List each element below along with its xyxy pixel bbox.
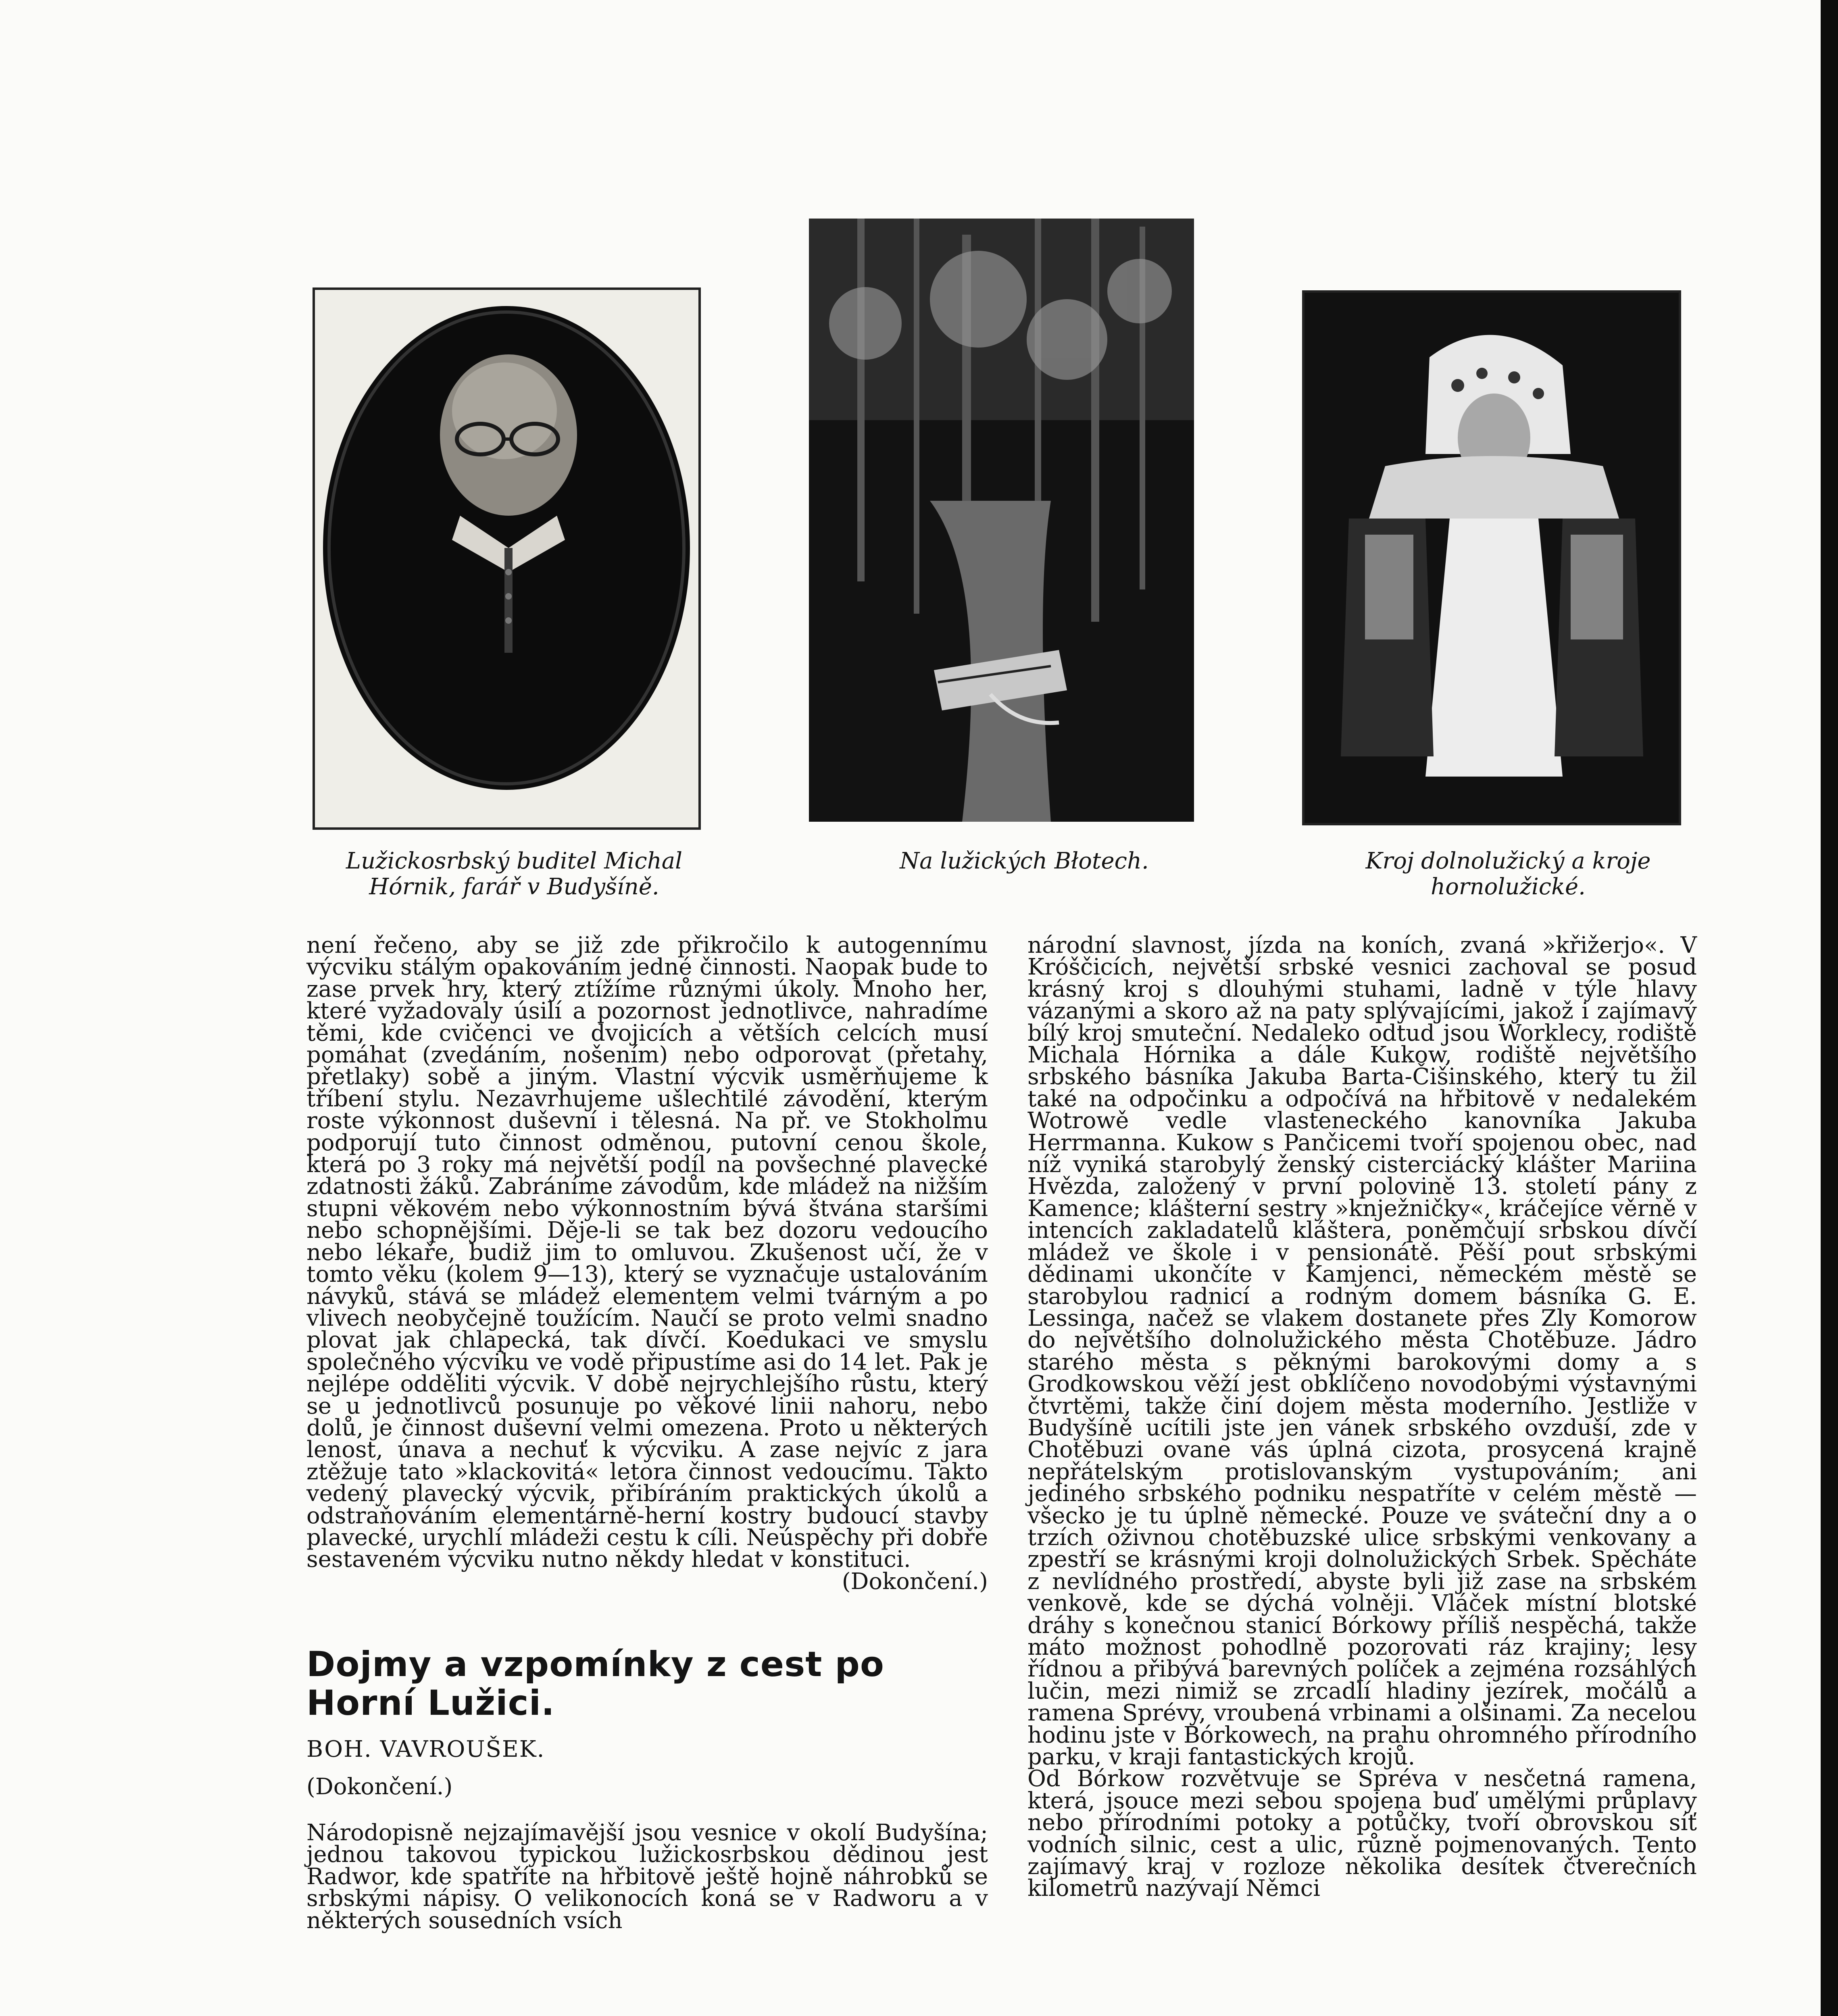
page-edge-shadow: [1821, 0, 1838, 2016]
left-intro-paragraph: není řečeno, aby se již zde přikročilo k autogennímu výcviku stálým opakováním jedné činnosti. Naopak bude to zase prvek hry, který ztížíme různými úkoly. Mnoho her, které vyžadovaly úsilí a pozornost jednotlivce, nahradíme těmi, kde cvičenci ve dvojicích a větších celcích musí pomáhat (zvedáním, nošením) nebo odporovat (přetahy, přetlaky) sobě a jiným. Vlastní výcvik usměrňujeme k tříbení stylu. Nezavrhujeme ušlechtilé závodění, kterým roste výkonnost duševní i tělesná. Na př. ve Stokholmu podporují tuto činnost odměnou, putovní cenou škole, která po 3 roky má největší podíl na povšechné plavecké zdatnosti žáků. Zabráníme závodům, kde mládež na nižším stupni věkovém nebo výkonnostním bývá štvána staršími nebo schopnějšími. Děje-li se tak bez dozoru vedoucího nebo lékaře, budiž jim to omluvou. Zkušenost učí, že v tomto věku (kolem 9—13), který se vyznačuje ustalováním návyků, stává se mládež elementem velmi tvárným a po vlivech neobyčejně toužícím. Naučí se proto velmi snadno plovat jak chlapecká, tak dívčí. Koedukaci ve smyslu společného výcviku ve vodě připustíme asi do 14 let. Pak je nejlépe odděliti výcvik. V době nejrychlejšího růstu, který se u jednotlivců posunuje po věkové linii nahoru, nebo dolů, je činnost duševní velmi omezena. Proto u některých lenost, únava a nechuť k výcviku. A zase nejvíc z jara ztěžuje tato »klackovitá« letora činnost vedoucímu. Takto vedený plavecký výcvik, přibíráním praktických úkolů a odstraňováním elementárně-herní kostry budoucí stavby plavecké, urychlí mládeži cestu k cíli. Neúspěchy při dobře sestaveném výcviku nutno někdy hledat v konstituci.: [306, 932, 988, 1573]
costume-photo: [1302, 290, 1681, 825]
river-photo: [809, 219, 1194, 822]
caption-costume: Kroj dolnolužický a kroje hornolužické.: [1365, 848, 1651, 900]
right-paragraph-1: národní slavnost, jízda na koních, zvaná »křižerjo«. V Króščicích, největší srbské vesnici zachoval se posud krásný kroj s dlouhými stuhami, ladně v týle hlavy vázanými a skoro až na paty splývajícími, jakož i zajímavý bílý kroj smuteční. Nedaleko odtud jsou Worklecy, rodiště Michala Hórnika a dále Kukow, rodiště největšího srbského básníka Jakuba Barta-Čišinského, který tu žil také na odpočinku a odpočívá na hřbitově v nedalekém Wotrowě vedle vlasteneckého kanovníka Jakuba Herrmanna. Kukow s Pančicemi tvoří spojenou obec, nad níž vyniká starobylý ženský cisterciácký klášter Mariina Hvězda, založený v první polovině 13. století pány z Kamence; klášterní sestry »knježničky«, kráčejíce věrně v intencích zakladatelů kláštera, poněmčují srbskou dívčí mládež ve škole i v pensionátě. Pěší pout srbskými dědinami ukončíte v Kamjenci, německém městě se starobylou radnicí a rodným domem básníka G. E. Lessinga, načež se vlakem dostanete přes Zly Komorow do největšího dolnolužického města Chotěbuze. Jádro starého města s pěknými barokovými domy a s Grodkowskou věží jest obklíčeno novodobými výstavnými čtvrtěmi, takže činí dojem města moderního. Jestliže v Budyšíně ucítili jste jen vánek srbského ovzduší, zde v Chotěbuzi ovane vás úplná cizota, prosycená krajně nepřátelským protislovanským vystupováním; ani jediného srbského podniku nespatříte v celém městě — všecko je tu úplně německé. Pouze ve sváteční dny a o trzích oživnou chotěbuzské ulice srbskými venkovany a zpestří se krásnými kroji dolnolužických Srbek. Spěcháte z nevlídného prostředí, abyste byli již zase na srbském venkově, kde se dýchá volněji. Vláček místní blotské dráhy s konečnou stanicí Bórkowy příliš nespěchá, takže máto možnost pohodlně pozorovati ráz krajiny; lesy řídnou a přibývá barevných políček a zejména rozsáhlých lučin, mezi nimiž se zrcadlí hladiny jezírek, močálů a ramena Sprévy, vroubená vrbinami a olšinami. Za necelou hodinu jste v Bórkowech, na prahu ohromného přírodního parku, v kraji fantastických krojů.: [1027, 932, 1697, 1770]
article-paragraph: Národopisně nejzajímavější jsou vesnice v okolí Budyšína; jednou takovou typickou lužickosrbskou dědinou jest Radwor, kde spatříte na hřbitově ještě hojně náhrobků se srbskými nápisy. O velikonocích koná se v Radworu a v některých sousedních vsích: [306, 1820, 988, 1934]
portrait-photo: [313, 287, 701, 830]
caption-landscape: Na lužických Błotech.: [900, 848, 1149, 874]
right-column: [1027, 932, 1697, 1902]
article-subtitle: (Dokončení.): [306, 1773, 453, 1800]
left-column: [306, 932, 988, 1934]
costume-image: [1305, 293, 1679, 823]
caption-portrait: Lužickosrbský buditel Michal Hórnik, farář v Budyšíně.: [346, 848, 683, 900]
article-author: BOH. VAVROUŠEK.: [306, 1736, 545, 1763]
right-paragraph-2: Od Bórkow rozvětvuje se Spréva v nesčetná ramena, která, jsouce mezi sebou spojena buď umělými průplavy nebo přírodními potoky a potůčky, tvoří obrovskou síť vodních silnic, cest a ulic, různě pojmenovaných. Tento zajímavý kraj v rozloze několika desítek čtverečních kilometrů nazývají Němci: [1027, 1766, 1697, 1902]
river-image: [809, 219, 1194, 822]
article-title: Dojmy a vzpomínky z cest po Horní Lužici.: [306, 1644, 884, 1724]
portrait-image: [315, 290, 698, 827]
continuation-note: (Dokončení.): [842, 1568, 988, 1595]
